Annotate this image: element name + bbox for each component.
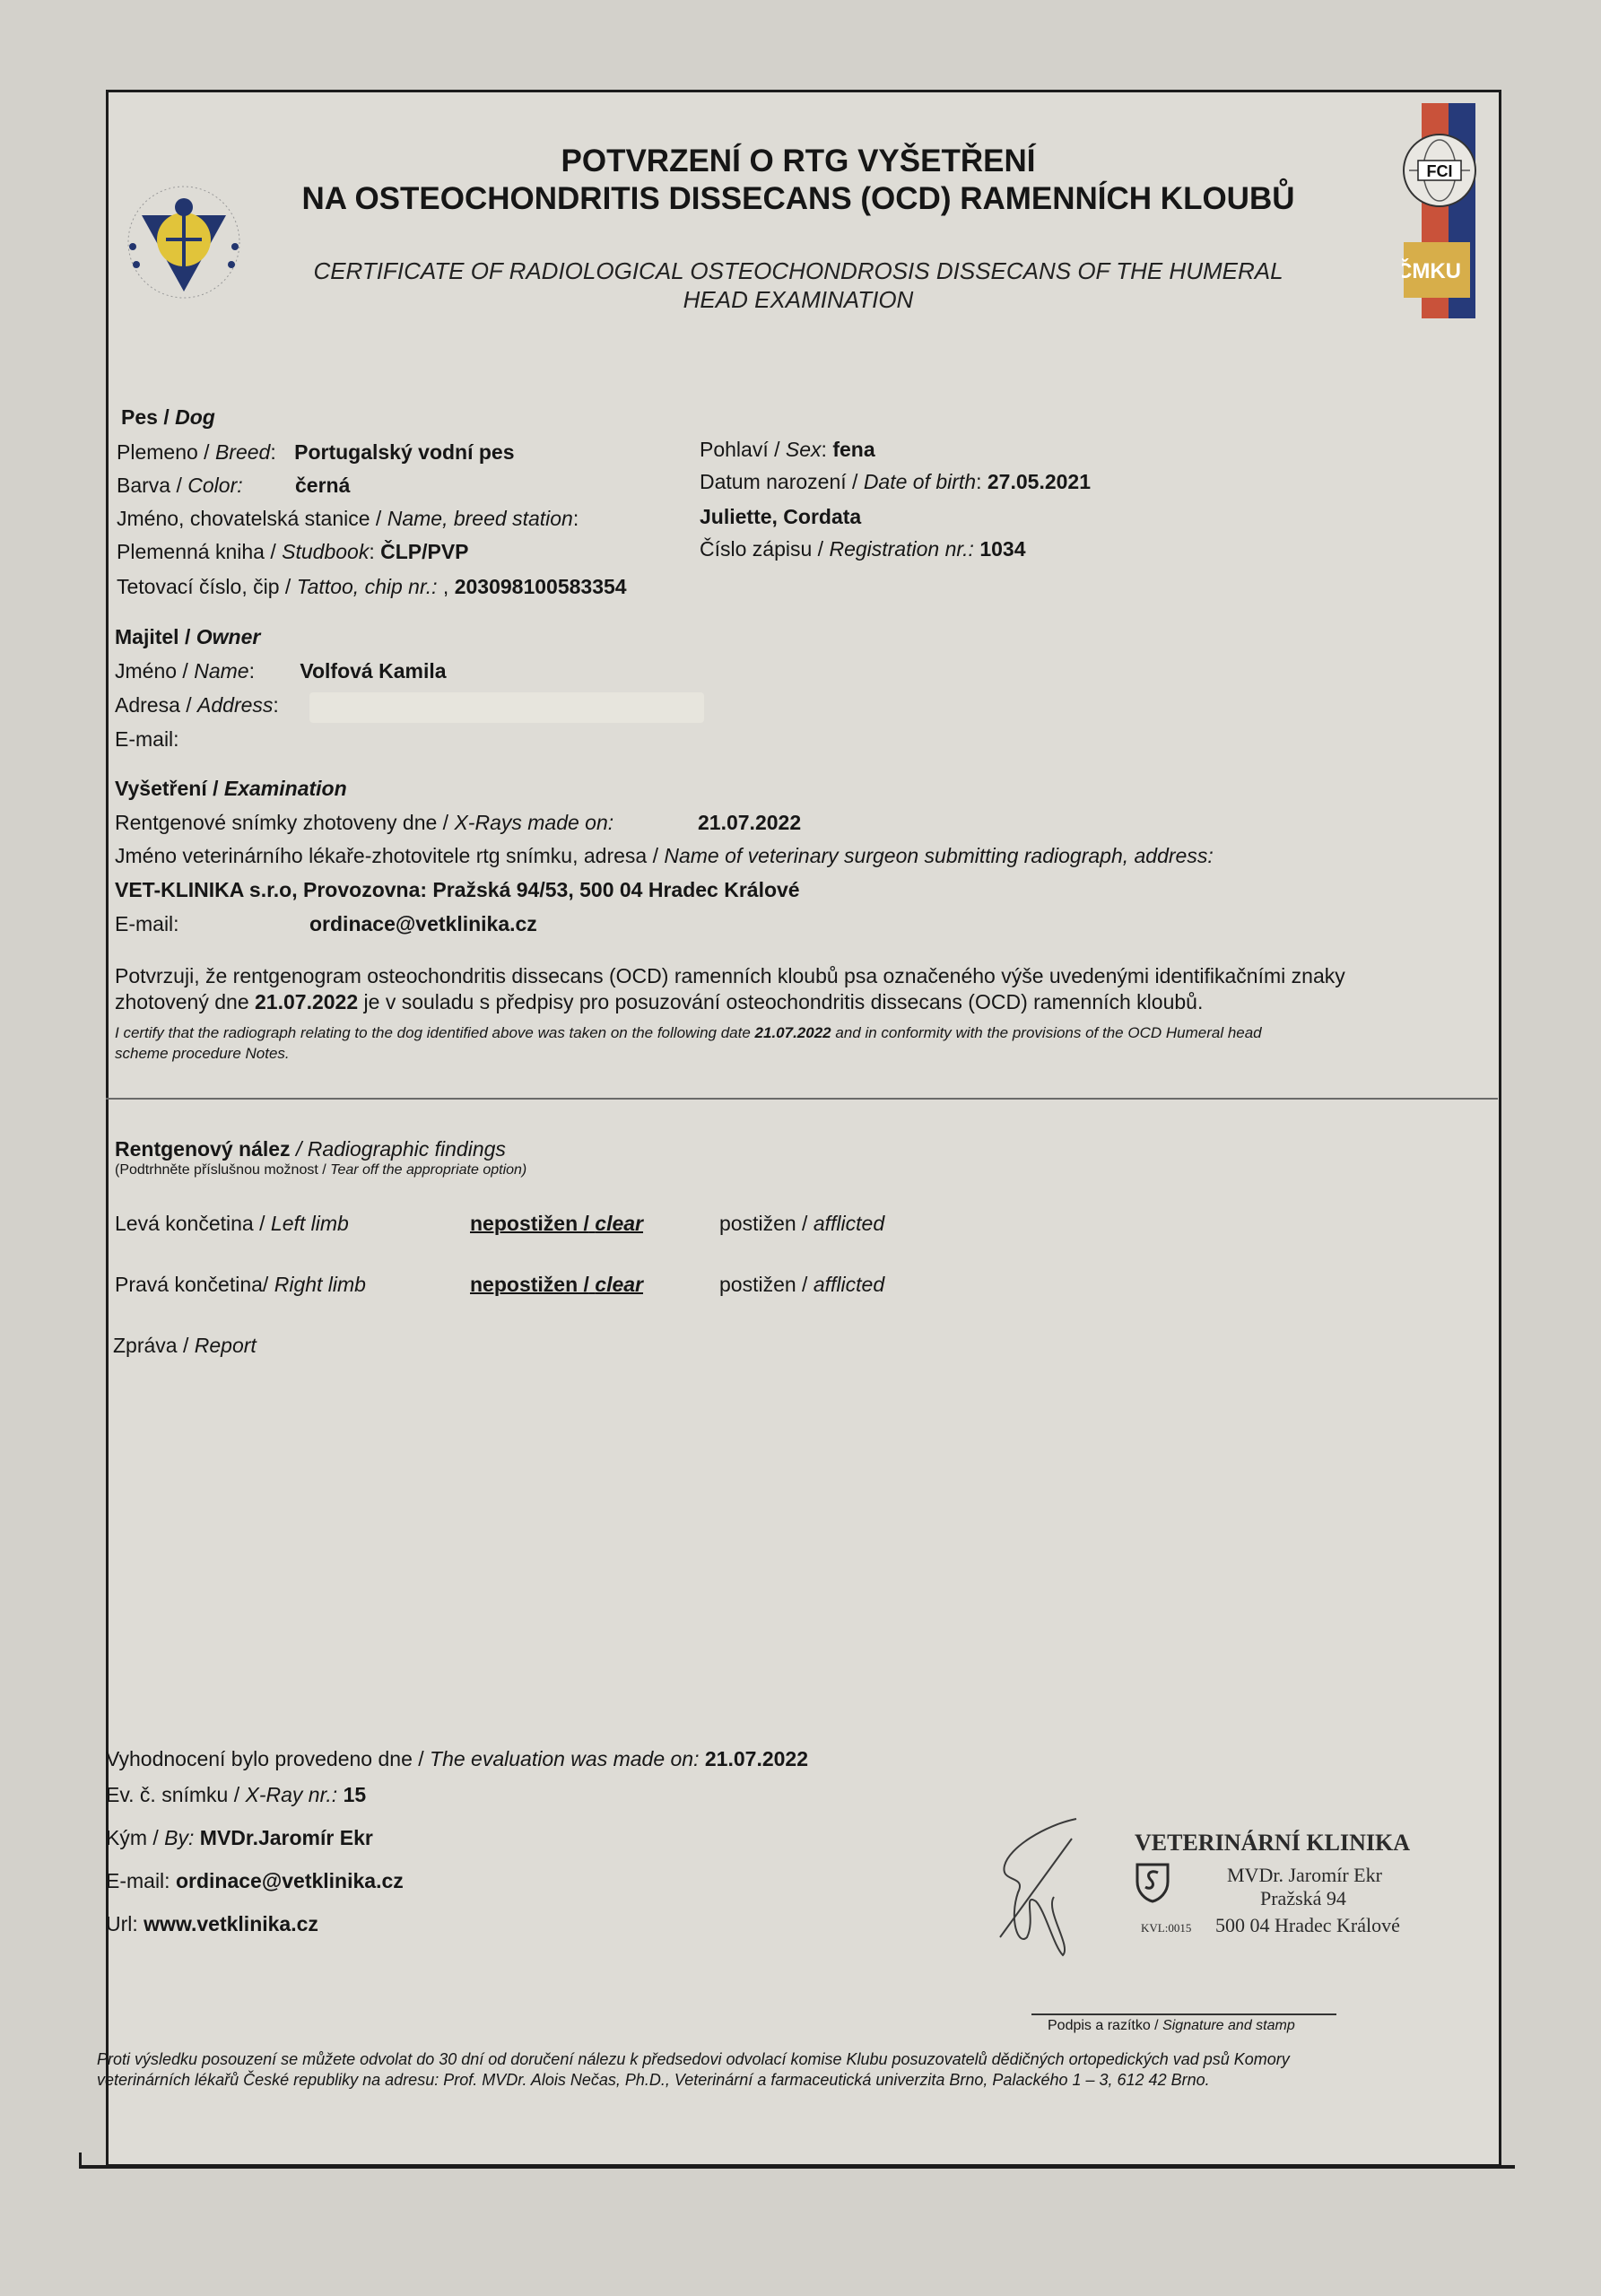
- studbook-row: Plemenná kniha / Studbook: ČLP/PVP: [117, 540, 469, 563]
- appeal-note-line2: veterinárních lékařů České republiky na adresu: Prof. MVDr. Alois Nečas, Ph.D., Veterinární a farmaceutická univerzita Brno, Palackého 1 – 3, 612 42 Brno.: [97, 2071, 1210, 2089]
- signature-line: [1031, 2013, 1336, 2015]
- breed-value: Portugalský vodní pes: [294, 440, 515, 464]
- section-divider: [106, 1098, 1498, 1100]
- certify-en-line2: scheme procedure Notes.: [115, 1045, 290, 1062]
- signature-label: Podpis a razítko / Signature and stamp: [1048, 2018, 1295, 2033]
- owner-section-heading: Majitel / Owner: [115, 625, 261, 648]
- exam-email-label: E-mail:: [115, 912, 179, 935]
- evaluation-email-value: ordinace@vetklinika.cz: [175, 1869, 404, 1892]
- stamp-kvl: KVL:0015: [1141, 1921, 1192, 1935]
- studbook-value: ČLP/PVP: [380, 540, 469, 563]
- right-limb-label: Pravá končetina/ Right limb: [115, 1273, 366, 1296]
- exam-email-value: ordinace@vetklinika.cz: [309, 912, 537, 935]
- stamp-street: Pražská 94: [1260, 1887, 1346, 1909]
- vet-label-row: Jméno veterinárního lékaře-zhotovitele rtg snímku, adresa / Name of veterinary surgeon submitting radiograph, address:: [115, 844, 1214, 867]
- xray-date-row: Rentgenové snímky zhotoveny dne / X-Rays made on:: [115, 811, 614, 834]
- title-cz-line2: NA OSTEOCHONDRITIS DISSECANS (OCD) RAMENNÍCH KLOUBŮ: [301, 181, 1295, 216]
- report-label: Zpráva / Report: [113, 1334, 257, 1357]
- dob-row: Datum narození / Date of birth: 27.05.2021: [700, 470, 1092, 493]
- color-row: Barva / Color: černá: [117, 474, 351, 497]
- color-value: černá: [295, 474, 351, 497]
- chip-value: 203098100583354: [454, 575, 627, 598]
- title-en-line1: CERTIFICATE OF RADIOLOGICAL OSTEOCHONDROSIS DISSECANS OF THE HUMERAL: [313, 257, 1283, 284]
- evaluated-by-value: MVDr.Jaromír Ekr: [199, 1826, 373, 1849]
- vet-chamber-logo-icon: [117, 175, 251, 309]
- xray-date-value: 21.07.2022: [698, 811, 802, 834]
- fci-text: FCI: [1426, 162, 1453, 180]
- owner-name-value: Volfová Kamila: [300, 659, 447, 683]
- vet-address-value: VET-KLINIKA s.r.o, Provozovna: Pražská 94/53, 500 04 Hradec Králové: [115, 878, 800, 901]
- owner-email-row: E-mail:: [115, 727, 179, 751]
- evaluation-date-row: Vyhodnocení bylo provedeno dne / The evaluation was made on: 21.07.2022: [106, 1747, 809, 1770]
- breed-row: Plemeno / Breed: Portugalský vodní pes: [117, 440, 515, 464]
- certify-en-line1: I certify that the radiograph relating to the dog identified above was taken on the following date 21.07.2022 and in conformity with the provisions of the OCD Humeral head: [115, 1024, 1262, 1041]
- signature-icon: [991, 1812, 1090, 1964]
- registration-value: 1034: [979, 537, 1026, 561]
- address-redaction: [309, 692, 704, 723]
- right-limb-afflicted-option[interactable]: postižen / afflicted: [719, 1273, 885, 1296]
- evaluation-url-row: Url: www.vetklinika.cz: [106, 1912, 318, 1935]
- title-en-line2: HEAD EXAMINATION: [683, 286, 914, 313]
- evaluation-date-value: 21.07.2022: [704, 1747, 809, 1770]
- xray-nr-value: 15: [343, 1783, 367, 1806]
- left-limb-afflicted-option[interactable]: postižen / afflicted: [719, 1212, 885, 1235]
- right-limb-clear-option[interactable]: nepostižen / clear: [470, 1273, 644, 1296]
- evaluation-email-row: E-mail: ordinace@vetklinika.cz: [106, 1869, 404, 1892]
- certify-cz-line1: Potvrzuji, že rentgenogram osteochondritis dissecans (OCD) ramenních kloubů psa označeného výše uvedenými identifikačními znaky: [115, 964, 1345, 987]
- sex-row: Pohlaví / Sex: fena: [700, 438, 875, 461]
- registration-row: Číslo zápisu / Registration nr.: 1034: [700, 537, 1026, 561]
- certify-cz-line2: zhotovený dne 21.07.2022 je v souladu s předpisy pro posuzování osteochondritis dissecans (OCD) ramenních kloubů.: [115, 990, 1204, 1013]
- owner-address-row: Adresa / Address:: [115, 693, 279, 717]
- fci-cmku-logo-icon: [1402, 103, 1478, 318]
- findings-hint: (Podtrhněte příslušnou možnost / Tear off the appropriate option): [115, 1162, 527, 1178]
- sex-value: fena: [832, 438, 875, 461]
- stamp-doctor: MVDr. Jaromír Ekr: [1227, 1864, 1382, 1886]
- findings-heading: Rentgenový nález / Radiographic findings: [115, 1137, 506, 1161]
- cmku-text: ČMKU: [1402, 259, 1461, 283]
- dob-value: 27.05.2021: [987, 470, 1092, 493]
- name-row: Jméno, chovatelská stanice / Name, breed station:: [117, 507, 579, 530]
- chip-row: Tetovací číslo, čip / Tattoo, chip nr.: , 203098100583354: [117, 575, 627, 598]
- left-limb-clear-option[interactable]: nepostižen / clear: [470, 1212, 644, 1235]
- stamp-city: 500 04 Hradec Králové: [1215, 1914, 1400, 1936]
- appeal-note-line1: Proti výsledku posouzení se můžete odvolat do 30 dní od doručení nálezu k předsedovi odvolací komise Klubu posuzovatelů dědičných ortopedických vad psů Komory: [97, 2050, 1290, 2068]
- dog-name-value: Juliette, Cordata: [700, 505, 862, 528]
- exam-section-heading: Vyšetření / Examination: [115, 777, 347, 800]
- evaluation-url-value: www.vetklinika.cz: [144, 1912, 318, 1935]
- owner-name-row: Jméno / Name: Volfová Kamila: [115, 659, 447, 683]
- frame-bottom-border: [79, 2152, 1515, 2169]
- xray-nr-row: Ev. č. snímku / X-Ray nr.: 15: [106, 1783, 367, 1806]
- evaluated-by-row: Kým / By: MVDr.Jaromír Ekr: [106, 1826, 373, 1849]
- stamp-shield-icon: [1135, 1862, 1170, 1903]
- stamp-title: VETERINÁRNÍ KLINIKA: [1135, 1830, 1410, 1856]
- dog-section-heading: Pes / Dog: [121, 405, 215, 429]
- left-limb-label: Levá končetina / Left limb: [115, 1212, 349, 1235]
- title-cz-line1: POTVRZENÍ O RTG VYŠETŘENÍ: [561, 144, 1036, 178]
